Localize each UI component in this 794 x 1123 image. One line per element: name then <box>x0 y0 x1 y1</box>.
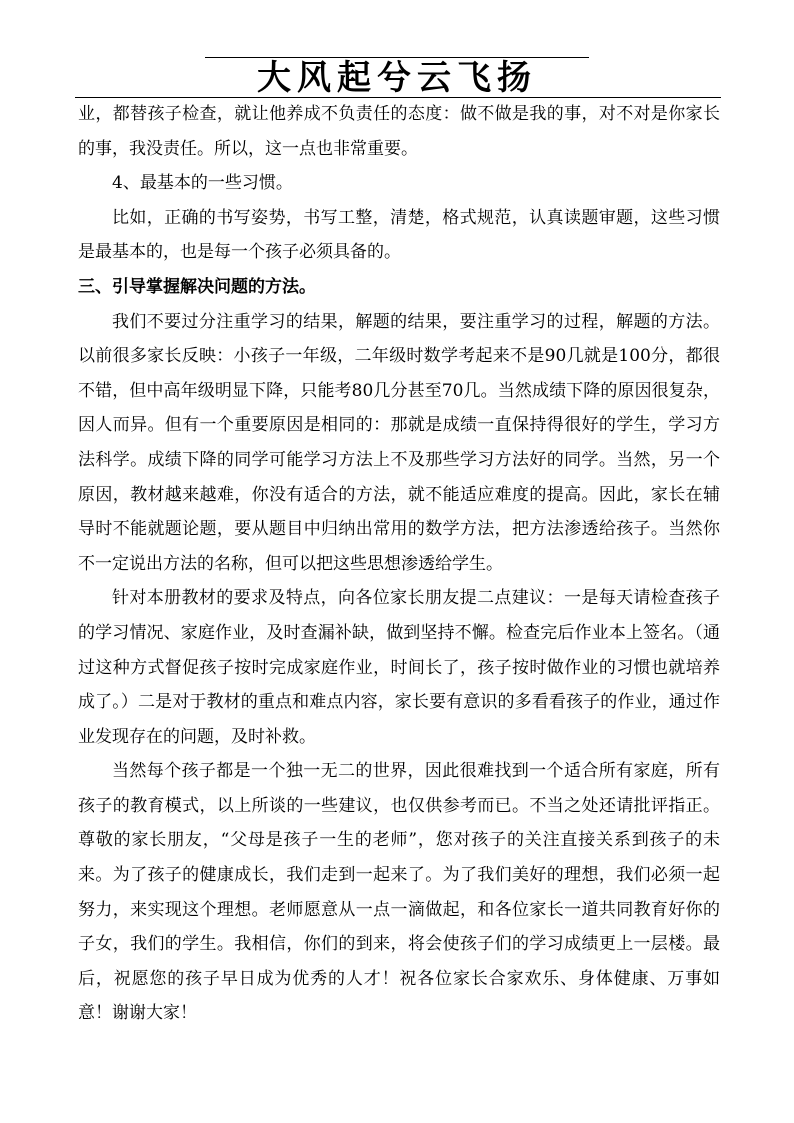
document-body <box>78 97 720 1031</box>
header-title: 大风起兮云飞扬 <box>257 58 537 98</box>
paragraph-continuation: 业，都替孩子检查，就让他养成不负责任的态度：做不做是我的事，对不对是你家长的事，我没责任。所以，这一点也非常重要。 <box>78 104 720 159</box>
section-heading: 三、引导掌握解决问题的方法。 <box>78 276 316 297</box>
paragraph-suggestions: 针对本册教材的要求及特点，向各位家长朋友提二点建议：一是每天请检查孩子的学习情况、家庭作业，及时查漏补缺，做到坚持不懈。检查完后作业本上签名。（通过这种方式督促孩子按时完成家庭作业，时间长了，孩子按时做作业的习惯也就培养成了。）二是对于教材的重点和难点内容，家长要有意识的多看看孩子的作业，通过作业发现存在的问题，及时补救。 <box>78 588 720 747</box>
list-item-habits: 4、最基本的一些习惯。 <box>112 173 293 194</box>
paragraph-habits-detail: 比如，正确的书写姿势，书写工整，清楚，格式规范，认真读题审题，这些习惯是最基本的，也是每一个孩子必须具备的。 <box>78 207 720 263</box>
paragraph-methods: 我们不要过分注重学习的结果，解题的结果，要注重学习的过程，解题的方法。以前很多家长反映：小孩子一年级，二年级时数学考起来不是90几就是100分，都很不错，但中高年级明显下降，只能考80几分甚至70几。当然成绩下降的原因很复杂，因人而异。但有一个重要原因是相同的：那就是成绩一直保持得很好的学生，学习方法科学。成绩下降的同学可能学习方法上不及那些学习方法好的同学。当然，另一个原因，教材越来越难，你没有适合的方法，就不能适应难度的提高。因此，家长在辅导时不能就题论题，要从题目中归纳出常用的数学方法，把方法渗透给孩子。当然你不一定说出方法的名称，但可以把这些思想渗透给学生。 <box>78 311 720 574</box>
paragraph-closing: 当然每个孩子都是一个独一无二的世界，因此很难找到一个适合所有家庭，所有孩子的教育模式，以上所谈的一些建议，也仅供参考而已。不当之处还请批评指正。 尊敬的家长朋友，“父母是孩子一生的老师”，您对孩子的关注直接关系到孩子的未来。为了孩子的健康成长，我们走到一起来了。为了我们美好的理想，我们必须一起努力，来实现这个理想。老师愿意从一点一滴做起，和各位家长一道共同教育好你的子女，我们的学生。我相信，你们的到来，将会使孩子们的学习成绩更上一层楼。最后，祝愿您的孩子早日成为优秀的人才！祝各位家长合家欢乐、身体健康、万事如意！谢谢大家！ <box>78 761 720 1024</box>
